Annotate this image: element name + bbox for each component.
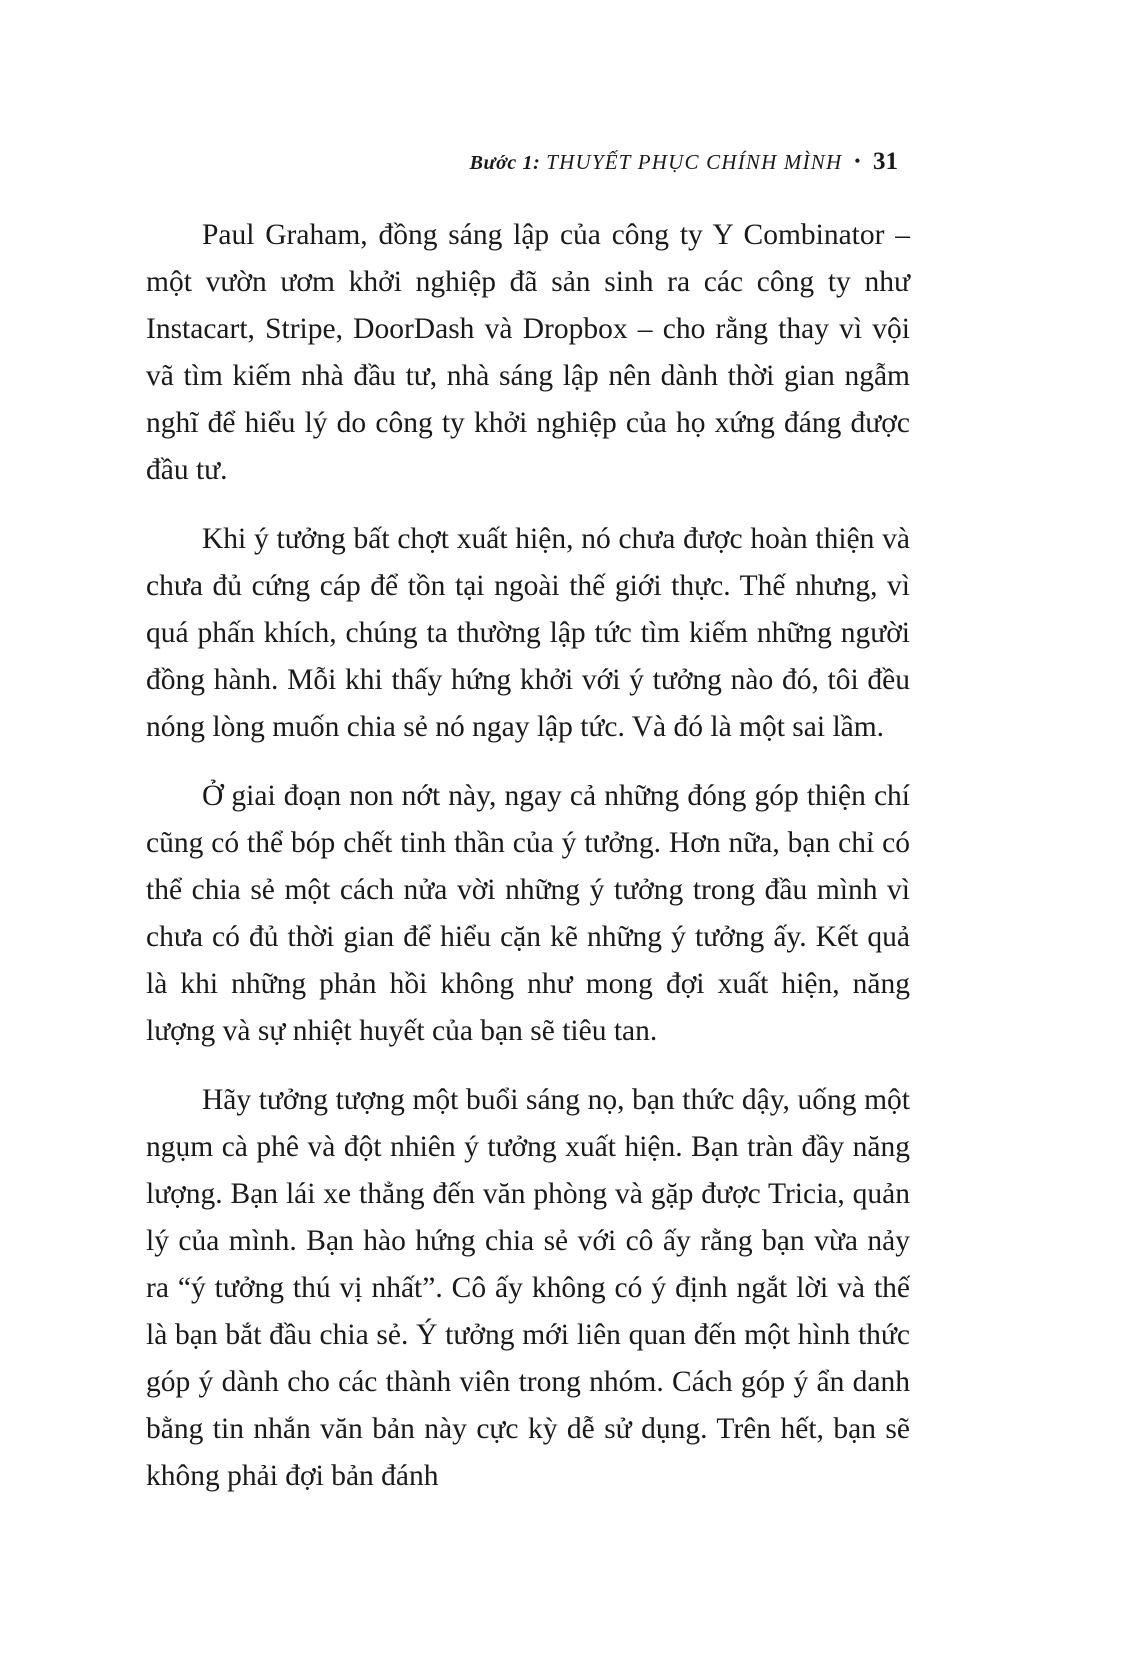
page-number: 31	[873, 148, 898, 175]
running-header	[0, 148, 1126, 176]
paragraph-1: Paul Graham, đồng sáng lập của công ty Y Combinator – một vườn ươm khởi nghiệp đã sản sinh ra các công ty như Instacart, Stripe, DoorDash và Dropbox – cho rằng thay vì vội vã tìm kiếm nhà đầu tư, nhà sáng lập nên dành thời gian ngẫm nghĩ để hiểu lý do công ty khởi nghiệp của họ xứng đáng được đầu tư.	[146, 219, 910, 486]
header-chapter-title: THUYẾT PHỤC CHÍNH MÌNH	[546, 150, 843, 174]
paragraph-4: Hãy tưởng tượng một buổi sáng nọ, bạn thức dậy, uống một ngụm cà phê và đột nhiên ý tưởng xuất hiện. Bạn tràn đầy năng lượng. Bạn lái xe thẳng đến văn phòng và gặp được Tricia, quản lý của mình. Bạn hào hứng chia sẻ với cô ấy rằng bạn vừa nảy ra “ý tưởng thú vị nhất”. Cô ấy không có ý định ngắt lời và thế là bạn bắt đầu chia sẻ. Ý tưởng mới liên quan đến một hình thức góp ý dành cho các thành viên trong nhóm. Cách góp ý ẩn danh bằng tin nhắn văn bản này cực kỳ dễ sử dụng. Trên hết, bạn sẽ không phải đợi bản đánh	[146, 1084, 910, 1492]
page-body-text	[146, 212, 910, 1500]
header-step-label: Bước 1:	[469, 152, 541, 174]
paragraph-2: Khi ý tưởng bất chợt xuất hiện, nó chưa được hoàn thiện và chưa đủ cứng cáp để tồn tại ngoài thế giới thực. Thế nhưng, vì quá phấn khích, chúng ta thường lập tức tìm kiếm những người đồng hành. Mỗi khi thấy hứng khởi với ý tưởng nào đó, tôi đều nóng lòng muốn chia sẻ nó ngay lập tức. Và đó là một sai lầm.	[146, 523, 910, 743]
header-separator-dot: •	[854, 151, 862, 171]
paragraph-3: Ở giai đoạn non nớt này, ngay cả những đóng góp thiện chí cũng có thể bóp chết tinh thần của ý tưởng. Hơn nữa, bạn chỉ có thể chia sẻ một cách nửa vời những ý tưởng trong đầu mình vì chưa có đủ thời gian để hiểu cặn kẽ những ý tưởng ấy. Kết quả là khi những phản hồi không như mong đợi xuất hiện, năng lượng và sự nhiệt huyết của bạn sẽ tiêu tan.	[146, 780, 910, 1047]
